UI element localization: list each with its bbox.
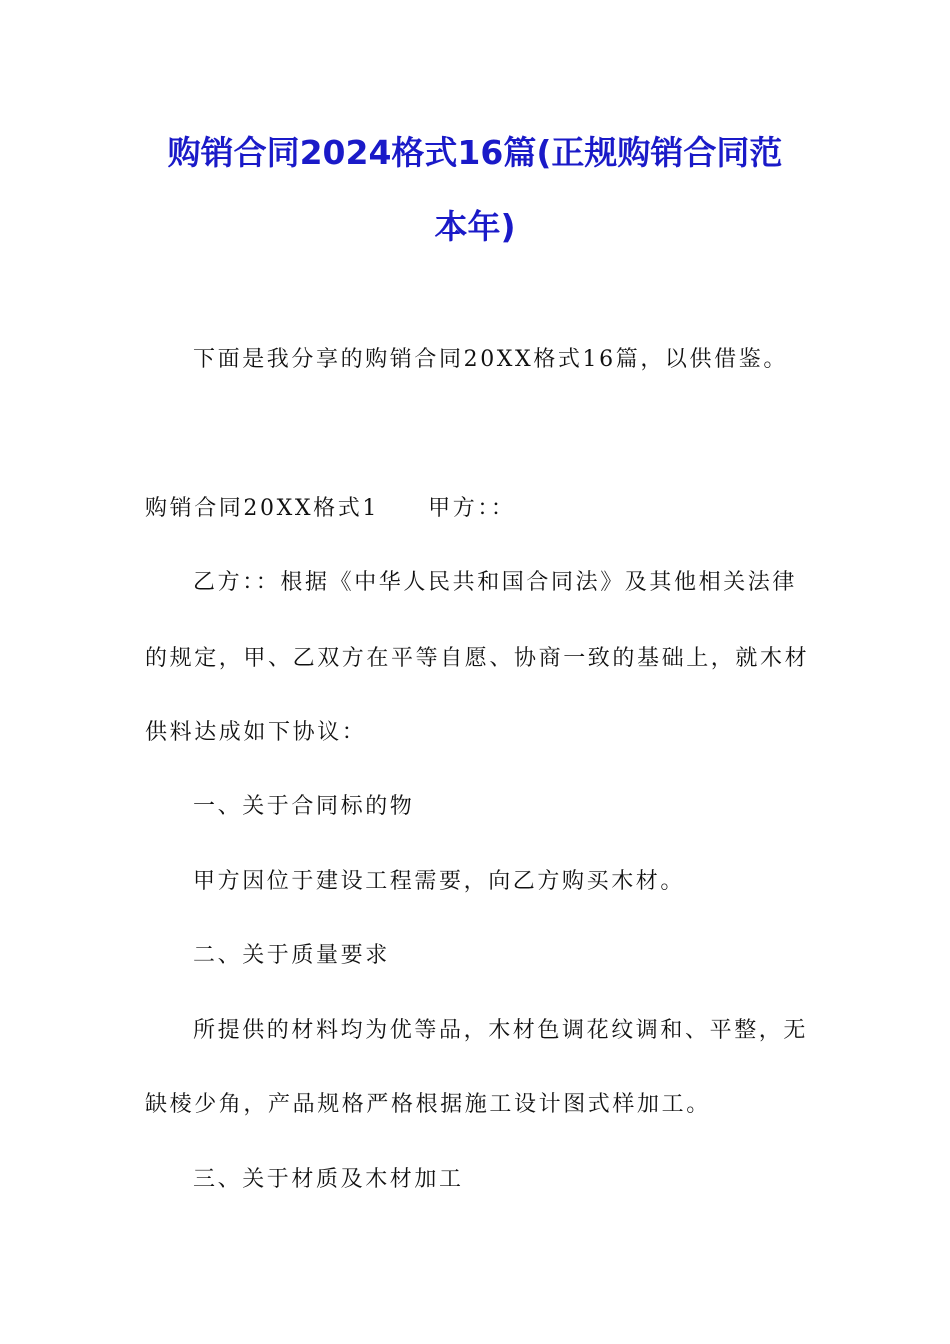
section-body-1: 甲方因位于建设工程需要，向乙方购买木材。 xyxy=(193,869,686,894)
intro-paragraph: 下面是我分享的购销合同20XX格式16篇，以供借鉴。 xyxy=(193,347,788,372)
section-heading-1: 一、关于合同标的物 xyxy=(193,794,415,819)
section-heading-2: 二、关于质量要求 xyxy=(193,943,390,968)
body-paragraph-line: 乙方：：根据《中华人民共和国合同法》及其他相关法律 xyxy=(193,570,798,595)
section-heading-3: 三、关于材质及木材加工 xyxy=(193,1167,464,1192)
document-title-line-2: 本年) xyxy=(434,207,516,246)
document-title-line-1: 购销合同2024格式16篇(正规购销合同范 xyxy=(167,133,783,172)
body-paragraph-line: 供料达成如下协议： xyxy=(145,720,367,745)
contract-heading-line: 购销合同20XX格式1 甲方：： xyxy=(145,496,516,521)
section-body-2-line: 所提供的材料均为优等品，木材色调花纹调和、平整，无 xyxy=(193,1018,809,1043)
section-body-2-line: 缺棱少角，产品规格严格根据施工设计图式样加工。 xyxy=(145,1092,711,1117)
body-paragraph-line: 的规定，甲、乙双方在平等自愿、协商一致的基础上，就木材 xyxy=(145,646,810,671)
